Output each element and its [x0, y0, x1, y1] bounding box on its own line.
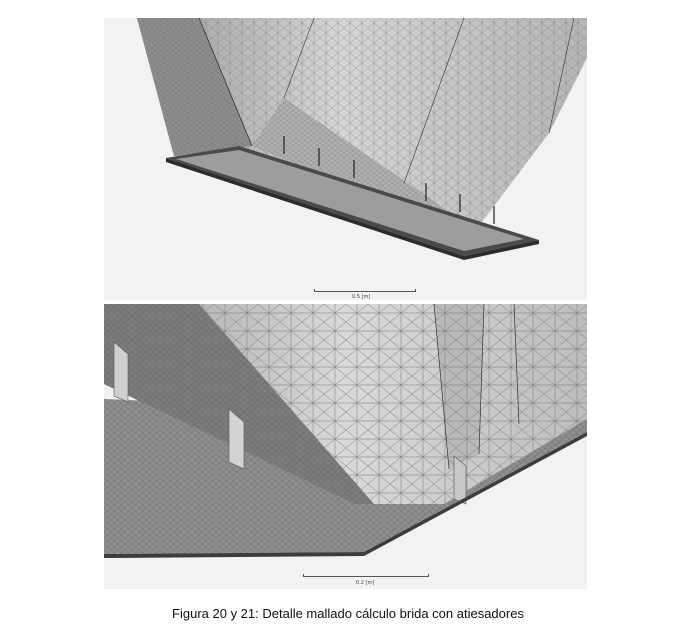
scale-line-top — [314, 289, 416, 292]
mesh-render-top — [104, 18, 587, 300]
mesh-render-bottom — [104, 304, 587, 589]
mesh-figure-top — [104, 18, 587, 300]
mesh-figure-bottom — [104, 304, 587, 589]
scale-line-bottom — [303, 574, 429, 577]
figure-caption: Figura 20 y 21: Detalle mallado cálculo brida con atiesadores — [172, 606, 524, 621]
scale-label-bottom: 0.2 [m] — [356, 580, 375, 586]
scale-label-top: 0.5 [m] — [352, 294, 371, 300]
